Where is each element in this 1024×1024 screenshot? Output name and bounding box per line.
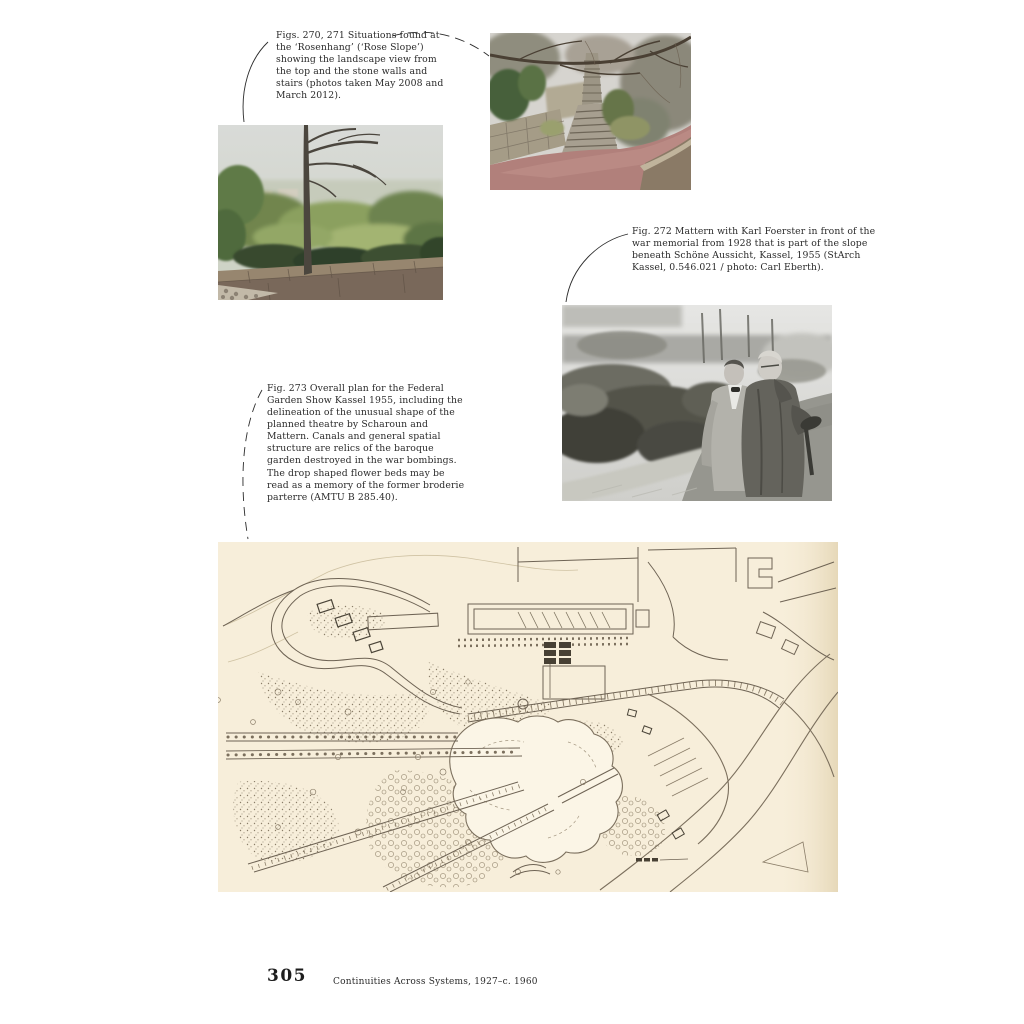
page-number: 305 bbox=[267, 966, 307, 986]
fig-273-plan-drawing bbox=[218, 542, 838, 892]
caption-fig-273: Fig. 273 Overall plan for the Federal Garden Show Kassel 1955, including the delineation of the unusual shape of the planned theatre by Scharoun and Mattern. Canals and general spatial structure are relics of the baroque garden destroyed in the war bombings. The drop shaped flower beds may be read as a memory of the former broderie parterre (AMTU B 285.40). bbox=[267, 383, 465, 503]
fig-271-stairs-photo bbox=[490, 33, 691, 190]
caption-fig-270-271: Figs. 270, 271 Situations found at the ‘Rosenhang’ (‘Rose Slope’) showing the landscape view from the top and the stone walls and stairs (photos taken May 2008 and March 2012). bbox=[276, 30, 444, 102]
caption-fig-272: Fig. 272 Mattern with Karl Foerster in front of the war memorial from 1928 that is part of the slope beneath Schöne Aussicht, Kassel, 1955 (StArch Kassel, 0.546.021 / photo: Carl Eberth). bbox=[632, 226, 876, 274]
running-footer: Continuities Across Systems, 1927–c. 1960 bbox=[333, 977, 538, 987]
fig-270-landscape-photo bbox=[218, 125, 443, 300]
fig-272-bw-photo bbox=[562, 305, 832, 501]
